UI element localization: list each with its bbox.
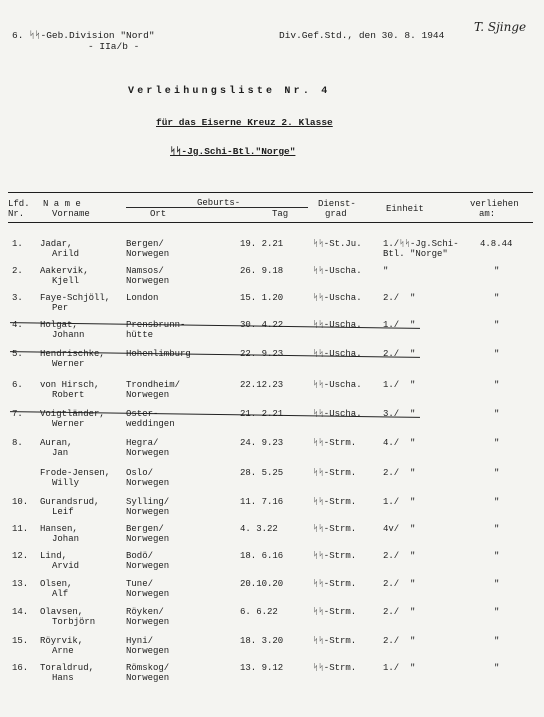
row-birth-place-2: Norwegen [126, 249, 170, 259]
row-awarded: " [494, 293, 500, 303]
row-birth-place: Röyken/ [126, 607, 164, 617]
row-birth-date: 30. 4.22 [240, 320, 284, 330]
row-rank: ᛋᛋ-Uscha. [313, 266, 362, 276]
row-rank: ᛋᛋ-Uscha. [313, 380, 362, 390]
row-unit: 2./ " [383, 607, 416, 617]
row-rank: ᛋᛋ-Strm. [313, 551, 357, 561]
row-unit: 2./ " [383, 551, 416, 561]
row-surname: Aakervik, [40, 266, 89, 276]
table-row [0, 320, 544, 344]
row-unit: 1./ᛋᛋ-Jg.Schi- [383, 239, 459, 249]
col-birth-top: Geburts- [197, 198, 241, 208]
row-birth-place: Sylling/ [126, 497, 170, 507]
col-nr-top: Lfd. [8, 199, 30, 209]
row-nr: 5. [12, 349, 23, 359]
row-surname: Voigtländer, [40, 409, 105, 419]
row-unit: 3./ " [383, 409, 416, 419]
row-rank: ᛋᛋ-Uscha. [313, 409, 362, 419]
row-first-name: Robert [52, 390, 85, 400]
row-awarded: " [494, 266, 500, 276]
row-unit: 1./ " [383, 663, 416, 673]
row-first-name: Torbjörn [52, 617, 96, 627]
row-first-name: Johann [52, 330, 85, 340]
row-surname: Jadar, [40, 239, 73, 249]
row-nr: 3. [12, 293, 23, 303]
row-first-name: Arild [52, 249, 80, 259]
row-birth-place: Hohenlimburg [126, 349, 191, 359]
row-awarded: " [494, 349, 500, 359]
row-birth-place-2: Norwegen [126, 276, 170, 286]
row-awarded: " [494, 551, 500, 561]
row-birth-place: Oslo/ [126, 468, 154, 478]
row-first-name: Arne [52, 646, 74, 656]
row-rank: ᛋᛋ-Strm. [313, 663, 357, 673]
row-birth-place-2: Norwegen [126, 390, 170, 400]
table-row [0, 497, 544, 521]
row-rank: ᛋᛋ-Uscha. [313, 320, 362, 330]
table-row [0, 551, 544, 575]
row-rank: ᛋᛋ-Strm. [313, 636, 357, 646]
row-birth-date: 19. 2.21 [240, 239, 284, 249]
row-first-name: Werner [52, 359, 85, 369]
row-surname: von Hirsch, [40, 380, 100, 390]
row-birth-date: 21. 2.21 [240, 409, 284, 419]
row-nr: 11. [12, 524, 29, 534]
row-surname: Auran, [40, 438, 73, 448]
row-birth-place-2: Norwegen [126, 534, 170, 544]
row-birth-place-2: Norwegen [126, 589, 170, 599]
table-row [0, 239, 544, 263]
document-subtitle-2: ᛋᛋ-Jg.Schi-Btl."Norge" [170, 146, 296, 157]
row-surname: Röyrvik, [40, 636, 84, 646]
row-first-name: Werner [52, 419, 85, 429]
row-birth-place-2: Norwegen [126, 448, 170, 458]
row-rank: ᛋᛋ-Strm. [313, 468, 357, 478]
document-subtitle-1: für das Eiserne Kreuz 2. Klasse [156, 117, 333, 128]
row-nr: 15. [12, 636, 29, 646]
row-rank: ᛋᛋ-Strm. [313, 524, 357, 534]
row-birth-date: 18. 6.16 [240, 551, 284, 561]
division-line-1: 6. ᛋᛋ-Geb.Division "Nord" [12, 30, 155, 41]
row-birth-date: 24. 9.23 [240, 438, 284, 448]
row-birth-place-2: hütte [126, 330, 154, 340]
row-surname: Hendrischke, [40, 349, 105, 359]
row-surname: Faye-Schjöll, [40, 293, 111, 303]
row-birth-place: Prensbrunn- [126, 320, 186, 330]
row-first-name: Jan [52, 448, 69, 458]
row-birth-place: Bergen/ [126, 239, 164, 249]
table-row [0, 293, 544, 317]
row-rank: ᛋᛋ-Strm. [313, 438, 357, 448]
row-awarded: 4.8.44 [480, 239, 513, 249]
col-name-bottom: Vorname [52, 209, 90, 219]
birth-subrule [126, 207, 308, 208]
table-row [0, 468, 544, 492]
row-surname: Olavsen, [40, 607, 84, 617]
row-birth-place-2: Norwegen [126, 673, 170, 683]
row-surname: Olsen, [40, 579, 73, 589]
row-birth-place: Hegra/ [126, 438, 159, 448]
row-birth-place: Oster- [126, 409, 159, 419]
row-birth-place: London [126, 293, 159, 303]
row-nr: 4. [12, 320, 23, 330]
row-first-name: Alf [52, 589, 69, 599]
row-unit: 1./ " [383, 320, 416, 330]
row-birth-date: 4. 3.22 [240, 524, 278, 534]
row-rank: ᛋᛋ-St.Ju. [313, 239, 362, 249]
row-awarded: " [494, 636, 500, 646]
row-awarded: " [494, 380, 500, 390]
col-nr-bottom: Nr. [8, 209, 25, 219]
row-unit: 2./ " [383, 349, 416, 359]
row-first-name: Per [52, 303, 69, 313]
row-awarded: " [494, 607, 500, 617]
row-awarded: " [494, 438, 500, 448]
row-nr: 8. [12, 438, 23, 448]
table-row [0, 266, 544, 290]
row-nr: 16. [12, 663, 29, 673]
row-birth-date: 20.10.20 [240, 579, 284, 589]
row-nr: 13. [12, 579, 29, 589]
row-nr: 2. [12, 266, 23, 276]
row-nr: 6. [12, 380, 23, 390]
row-birth-date: 13. 9.12 [240, 663, 284, 673]
row-birth-date: 11. 7.16 [240, 497, 284, 507]
row-awarded: " [494, 409, 500, 419]
document-title: Verleihungsliste Nr. 4 [128, 86, 331, 97]
header-rule-bottom [8, 222, 533, 223]
row-awarded: " [494, 320, 500, 330]
row-unit: 4./ " [383, 438, 416, 448]
row-birth-date: 15. 1.20 [240, 293, 284, 303]
row-nr: 7. [12, 409, 23, 419]
col-rank-top: Dienst- [318, 199, 356, 209]
row-unit: " [383, 266, 389, 276]
table-row [0, 636, 544, 660]
row-awarded: " [494, 497, 500, 507]
row-rank: ᛋᛋ-Strm. [313, 579, 357, 589]
col-unit: Einheit [386, 204, 424, 214]
row-surname: Gurandsrud, [40, 497, 100, 507]
row-rank: ᛋᛋ-Strm. [313, 497, 357, 507]
col-rank-bottom: grad [325, 209, 347, 219]
col-awarded-top: verliehen [470, 199, 519, 209]
row-birth-date: 28. 5.25 [240, 468, 284, 478]
row-first-name: Kjell [52, 276, 80, 286]
row-unit: 1./ " [383, 497, 416, 507]
row-rank: ᛋᛋ-Uscha. [313, 293, 362, 303]
row-birth-place-2: Norwegen [126, 507, 170, 517]
row-nr: 12. [12, 551, 29, 561]
row-birth-place: Hyni/ [126, 636, 154, 646]
row-rank: ᛋᛋ-Uscha. [313, 349, 362, 359]
row-birth-place: Römskog/ [126, 663, 170, 673]
signature: T. Sjinge [474, 20, 527, 34]
table-row [0, 380, 544, 404]
row-unit: 1./ " [383, 380, 416, 390]
division-line-2: - IIa/b - [88, 41, 140, 52]
row-unit: 2./ " [383, 636, 416, 646]
col-birth-day: Tag [272, 209, 289, 219]
row-birth-place-2: Norwegen [126, 617, 170, 627]
row-awarded: " [494, 579, 500, 589]
row-surname: Hansen, [40, 524, 78, 534]
row-birth-place-2: Norwegen [126, 646, 170, 656]
row-birth-date: 22. 9.23 [240, 349, 284, 359]
row-unit: 2./ " [383, 579, 416, 589]
row-birth-place: Tune/ [126, 579, 154, 589]
row-nr: 1. [12, 239, 23, 249]
row-birth-date: 22.12.23 [240, 380, 284, 390]
table-row [0, 607, 544, 631]
row-surname: Lind, [40, 551, 68, 561]
row-nr: 10. [12, 497, 29, 507]
header-rule-top [8, 192, 533, 193]
col-birth-place: Ort [150, 209, 167, 219]
location-date: Div.Gef.Std., den 30. 8. 1944 [279, 30, 445, 41]
row-first-name: Leif [52, 507, 74, 517]
row-birth-date: 26. 9.18 [240, 266, 284, 276]
row-birth-date: 6. 6.22 [240, 607, 278, 617]
row-awarded: " [494, 524, 500, 534]
col-awarded-bottom: am: [479, 209, 496, 219]
row-birth-place: Trondheim/ [126, 380, 181, 390]
row-birth-place: Namsos/ [126, 266, 164, 276]
row-surname: Toraldrud, [40, 663, 95, 673]
row-awarded: " [494, 468, 500, 478]
row-birth-place-2: Norwegen [126, 478, 170, 488]
row-birth-place-2: weddingen [126, 419, 175, 429]
table-row [0, 349, 544, 373]
table-row [0, 579, 544, 603]
row-surname: Frode-Jensen, [40, 468, 111, 478]
table-row [0, 524, 544, 548]
row-birth-place: Bodö/ [126, 551, 154, 561]
table-row [0, 409, 544, 433]
row-unit-2: Btl. "Norge" [383, 249, 448, 259]
row-surname: Holgat, [40, 320, 78, 330]
row-first-name: Hans [52, 673, 74, 683]
row-unit: 4v/ " [383, 524, 416, 534]
row-unit: 2./ " [383, 293, 416, 303]
row-first-name: Arvid [52, 561, 80, 571]
row-rank: ᛋᛋ-Strm. [313, 607, 357, 617]
table-row [0, 438, 544, 462]
col-name-top: N a m e [43, 199, 81, 209]
row-first-name: Johan [52, 534, 80, 544]
row-nr: 14. [12, 607, 29, 617]
table-row [0, 663, 544, 687]
row-birth-place-2: Norwegen [126, 561, 170, 571]
row-awarded: " [494, 663, 500, 673]
row-birth-date: 18. 3.20 [240, 636, 284, 646]
row-first-name: Willy [52, 478, 80, 488]
row-birth-place: Bergen/ [126, 524, 164, 534]
row-unit: 2./ " [383, 468, 416, 478]
